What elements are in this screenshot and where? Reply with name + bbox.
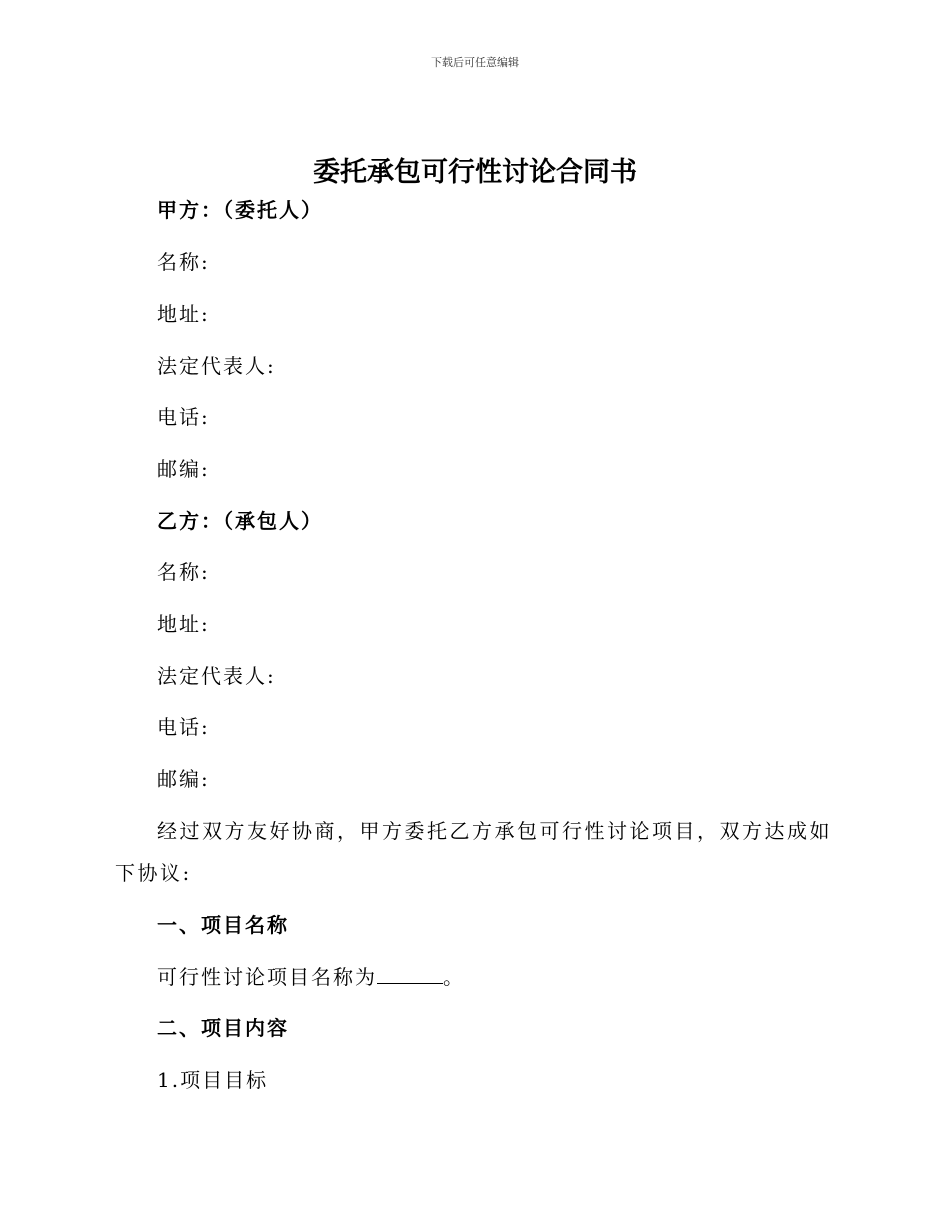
party-b-postcode-label: 邮编: bbox=[157, 767, 210, 791]
party-a-postcode-label: 邮编: bbox=[157, 457, 210, 481]
section-2-heading: 二、项目内容 bbox=[157, 1016, 289, 1040]
section-1-text-before: 可行性讨论项目名称为 bbox=[157, 965, 377, 989]
header-note: 下载后可任意编辑 bbox=[431, 56, 519, 69]
section-2-item-1: 1.项目目标 bbox=[157, 1068, 269, 1092]
intro-paragraph: 经过双方友好协商，甲方委托乙方承包可行性讨论项目，双方达成如下协议: bbox=[115, 819, 832, 885]
project-name-blank bbox=[377, 963, 443, 984]
section-1-text bbox=[157, 963, 465, 991]
section-1-heading: 一、项目名称 bbox=[157, 913, 289, 937]
party-b-heading: 乙方：（承包人） bbox=[157, 509, 323, 533]
party-a-name-label: 名称: bbox=[157, 250, 210, 274]
party-b-legal-rep-label: 法定代表人: bbox=[157, 664, 276, 688]
document-title: 委托承包可行性讨论合同书 bbox=[313, 157, 637, 188]
party-b-name-label: 名称: bbox=[157, 560, 210, 584]
party-b-address-label: 地址: bbox=[157, 612, 210, 636]
party-a-address-label: 地址: bbox=[157, 302, 210, 326]
party-a-legal-rep-label: 法定代表人: bbox=[157, 354, 276, 378]
party-b-phone-label: 电话: bbox=[157, 715, 210, 739]
party-a-phone-label: 电话: bbox=[157, 405, 210, 429]
party-a-heading: 甲方：（委托人） bbox=[157, 198, 323, 222]
section-1-text-after: 。 bbox=[443, 965, 465, 989]
